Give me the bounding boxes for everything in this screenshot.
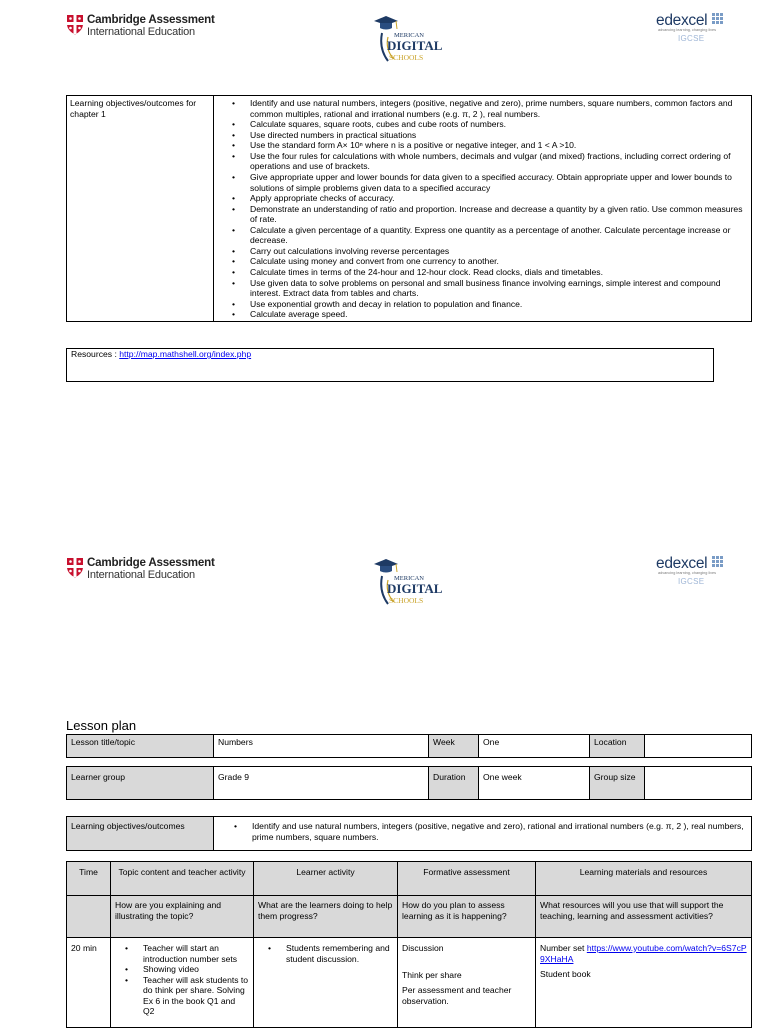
header-assessment: Formative assessment — [398, 862, 536, 896]
edexcel-grid-icon — [712, 556, 723, 567]
header-materials: Learning materials and resources — [536, 862, 752, 896]
plan-row — [67, 938, 752, 1028]
teacher-activity-list — [109, 943, 249, 1017]
chapter-objective-item: • Use exponential growth and decay in relation to population and finance. — [232, 299, 749, 310]
assessment-item: Per assessment and teacher observation. — [402, 985, 512, 1006]
duration-value: One week — [479, 767, 590, 800]
chapter-objective-item: • Use the four rules for calculations with whole numbers, decimals and vulgar (and mixed) fractions, including correct ordering of operations and use of brackets. — [232, 151, 749, 172]
chapter-objective-item: • Use given data to solve problems on personal and small business finance involving earnings, simple interest and compound interest. Extract data from tables and charts. — [232, 278, 749, 299]
teacher-activity-item: • Teacher will ask students to do think per share. Solving Ex 6 in the book Q1 and Q2 — [125, 975, 249, 1017]
chapter-objective-item: • Calculate times in terms of the 24-hour and 12-hour clock. Read clocks, dials and timetables. — [232, 267, 749, 278]
plan-guide-row — [67, 896, 752, 938]
ads-line3: SCHOOLS — [389, 53, 424, 62]
american-digital-schools-logo — [372, 15, 443, 65]
chapter-objective-item: • Demonstrate an understanding of ratio and proportion. Increase and decrease a quantity by a given ratio. Use common measures of rate. — [232, 204, 749, 225]
teacher-activity-item: • Teacher will start an introduction number sets — [125, 943, 249, 964]
materials-video-link[interactable]: https://www.youtube.com/watch?v=6S7cP9XHaHA — [540, 943, 747, 964]
learner-group-label: Learner group — [67, 767, 214, 800]
chapter-objective-item: • Identify and use natural numbers, integers (positive, negative and zero), prime numbers, square numbers, common factors and common multiples, rational and irrational numbers (e.g. π, 2 ), real numbers. — [232, 98, 749, 119]
location-label: Location — [590, 735, 645, 758]
lesson-objective-item: • Identify and use natural numbers, integers (positive, negative and zero), rational and irrational numbers (e.g. π, 2 ), real numbers, prime numbers, square numbers. — [234, 821, 747, 842]
cambridge-shield-icon — [66, 557, 84, 578]
week-value: One — [479, 735, 590, 758]
chapter-objectives-table — [66, 95, 752, 322]
plan-header-row — [67, 862, 752, 896]
cambridge-shield-icon — [66, 14, 84, 35]
lesson-objectives-label: Learning objectives/outcomes — [67, 817, 214, 851]
learner-group-value: Grade 9 — [214, 767, 429, 800]
materials-line — [540, 943, 747, 964]
learner-activity-item: • Students remembering and student discussion. — [268, 943, 393, 964]
resources-label: Resources : — [71, 349, 120, 359]
header-topic: Topic content and teacher activity — [111, 862, 254, 896]
week-label: Week — [429, 735, 479, 758]
cambridge-subtitle: International Education — [87, 569, 195, 582]
duration-label: Duration — [429, 767, 479, 800]
guide-materials: What resources will you use that will support the teaching, learning and assessment activities? — [536, 896, 752, 938]
lesson-title-table — [66, 734, 752, 758]
group-size-label: Group size — [590, 767, 645, 800]
chapter-objective-item: • Use directed numbers in practical situations — [232, 130, 749, 141]
chapter-objective-item: • Calculate using money and convert from one currency to another. — [232, 256, 749, 267]
header-time: Time — [67, 862, 111, 896]
edexcel-igcse: IGCSE — [678, 34, 705, 43]
chapter-objectives-label: Learning objectives/outcomes for chapter 1 — [67, 96, 214, 322]
guide-time — [67, 896, 111, 938]
american-digital-schools-logo — [372, 558, 443, 608]
guide-assessment: How do you plan to assess learning as it is happening? — [398, 896, 536, 938]
materials-extra: Student book — [540, 969, 591, 980]
edexcel-igcse: IGCSE — [678, 577, 705, 586]
cambridge-logo — [66, 13, 215, 39]
cambridge-name: Cambridge Assessment — [87, 556, 215, 569]
assessment-item: Discussion — [402, 943, 444, 953]
chapter-objective-item: • Use the standard form A× 10ⁿ where n is a positive or negative integer, and 1 < A >10. — [232, 140, 749, 151]
lesson-title-value: Numbers — [214, 735, 429, 758]
edexcel-tagline: advancing learning, changing lives — [658, 28, 717, 32]
teacher-activity-item: • Showing video — [125, 964, 249, 975]
cambridge-subtitle: International Education — [87, 26, 195, 39]
lesson-plan-heading: Lesson plan — [66, 718, 137, 733]
guide-learner: What are the learners doing to help them progress? — [254, 896, 398, 938]
chapter-objective-item: • Give appropriate upper and lower bounds for data given to a specified accuracy. Obtain appropriate upper and lower bounds to solutions of simple problems given data to a specified accuracy — [232, 172, 749, 193]
edexcel-tagline: advancing learning, changing lives — [658, 571, 717, 575]
lesson-objectives-table — [66, 816, 752, 851]
lesson-objectives-list — [218, 821, 747, 842]
graduation-cap-icon — [372, 558, 443, 608]
chapter-objective-item: • Calculate average speed. — [232, 309, 749, 320]
ads-line3: SCHOOLS — [389, 596, 424, 605]
chapter-objective-item: • Carry out calculations involving reverse percentages — [232, 246, 749, 257]
ads-line1: MERICAN — [394, 32, 424, 39]
cambridge-name: Cambridge Assessment — [87, 13, 215, 26]
group-size-value — [645, 767, 752, 800]
cambridge-logo — [66, 556, 215, 582]
edexcel-wordmark: edexcel — [656, 12, 708, 29]
ads-line1: MERICAN — [394, 575, 424, 582]
row-time: 20 min — [67, 938, 111, 1028]
edexcel-logo — [656, 11, 728, 45]
guide-topic: How are you explaining and illustrating the topic? — [111, 896, 254, 938]
materials-prefix: Number set — [540, 943, 587, 953]
plan-table — [66, 861, 752, 1028]
location-value — [645, 735, 752, 758]
edexcel-grid-icon — [712, 13, 723, 24]
assessment-item: Think per share — [402, 969, 462, 980]
header-learner: Learner activity — [254, 862, 398, 896]
graduation-cap-icon — [372, 15, 443, 65]
chapter-objectives-list — [216, 98, 749, 320]
learner-activity-list — [252, 943, 393, 964]
edexcel-wordmark: edexcel — [656, 555, 708, 572]
lesson-title-label: Lesson title/topic — [67, 735, 214, 758]
ads-line2: DIGITAL — [387, 581, 443, 596]
edexcel-logo — [656, 554, 728, 588]
resources-link[interactable]: http://map.mathshell.org/index.php — [119, 349, 252, 359]
learner-group-table — [66, 766, 752, 800]
chapter-objective-item: • Apply appropriate checks of accuracy. — [232, 193, 749, 204]
resources-box — [66, 348, 714, 382]
ads-line2: DIGITAL — [387, 38, 443, 53]
chapter-objective-item: • Calculate a given percentage of a quantity. Express one quantity as a percentage of another. Calculate percentage increase or decrease. — [232, 225, 749, 246]
chapter-objective-item: • Calculate squares, square roots, cubes and cube roots of numbers. — [232, 119, 749, 130]
